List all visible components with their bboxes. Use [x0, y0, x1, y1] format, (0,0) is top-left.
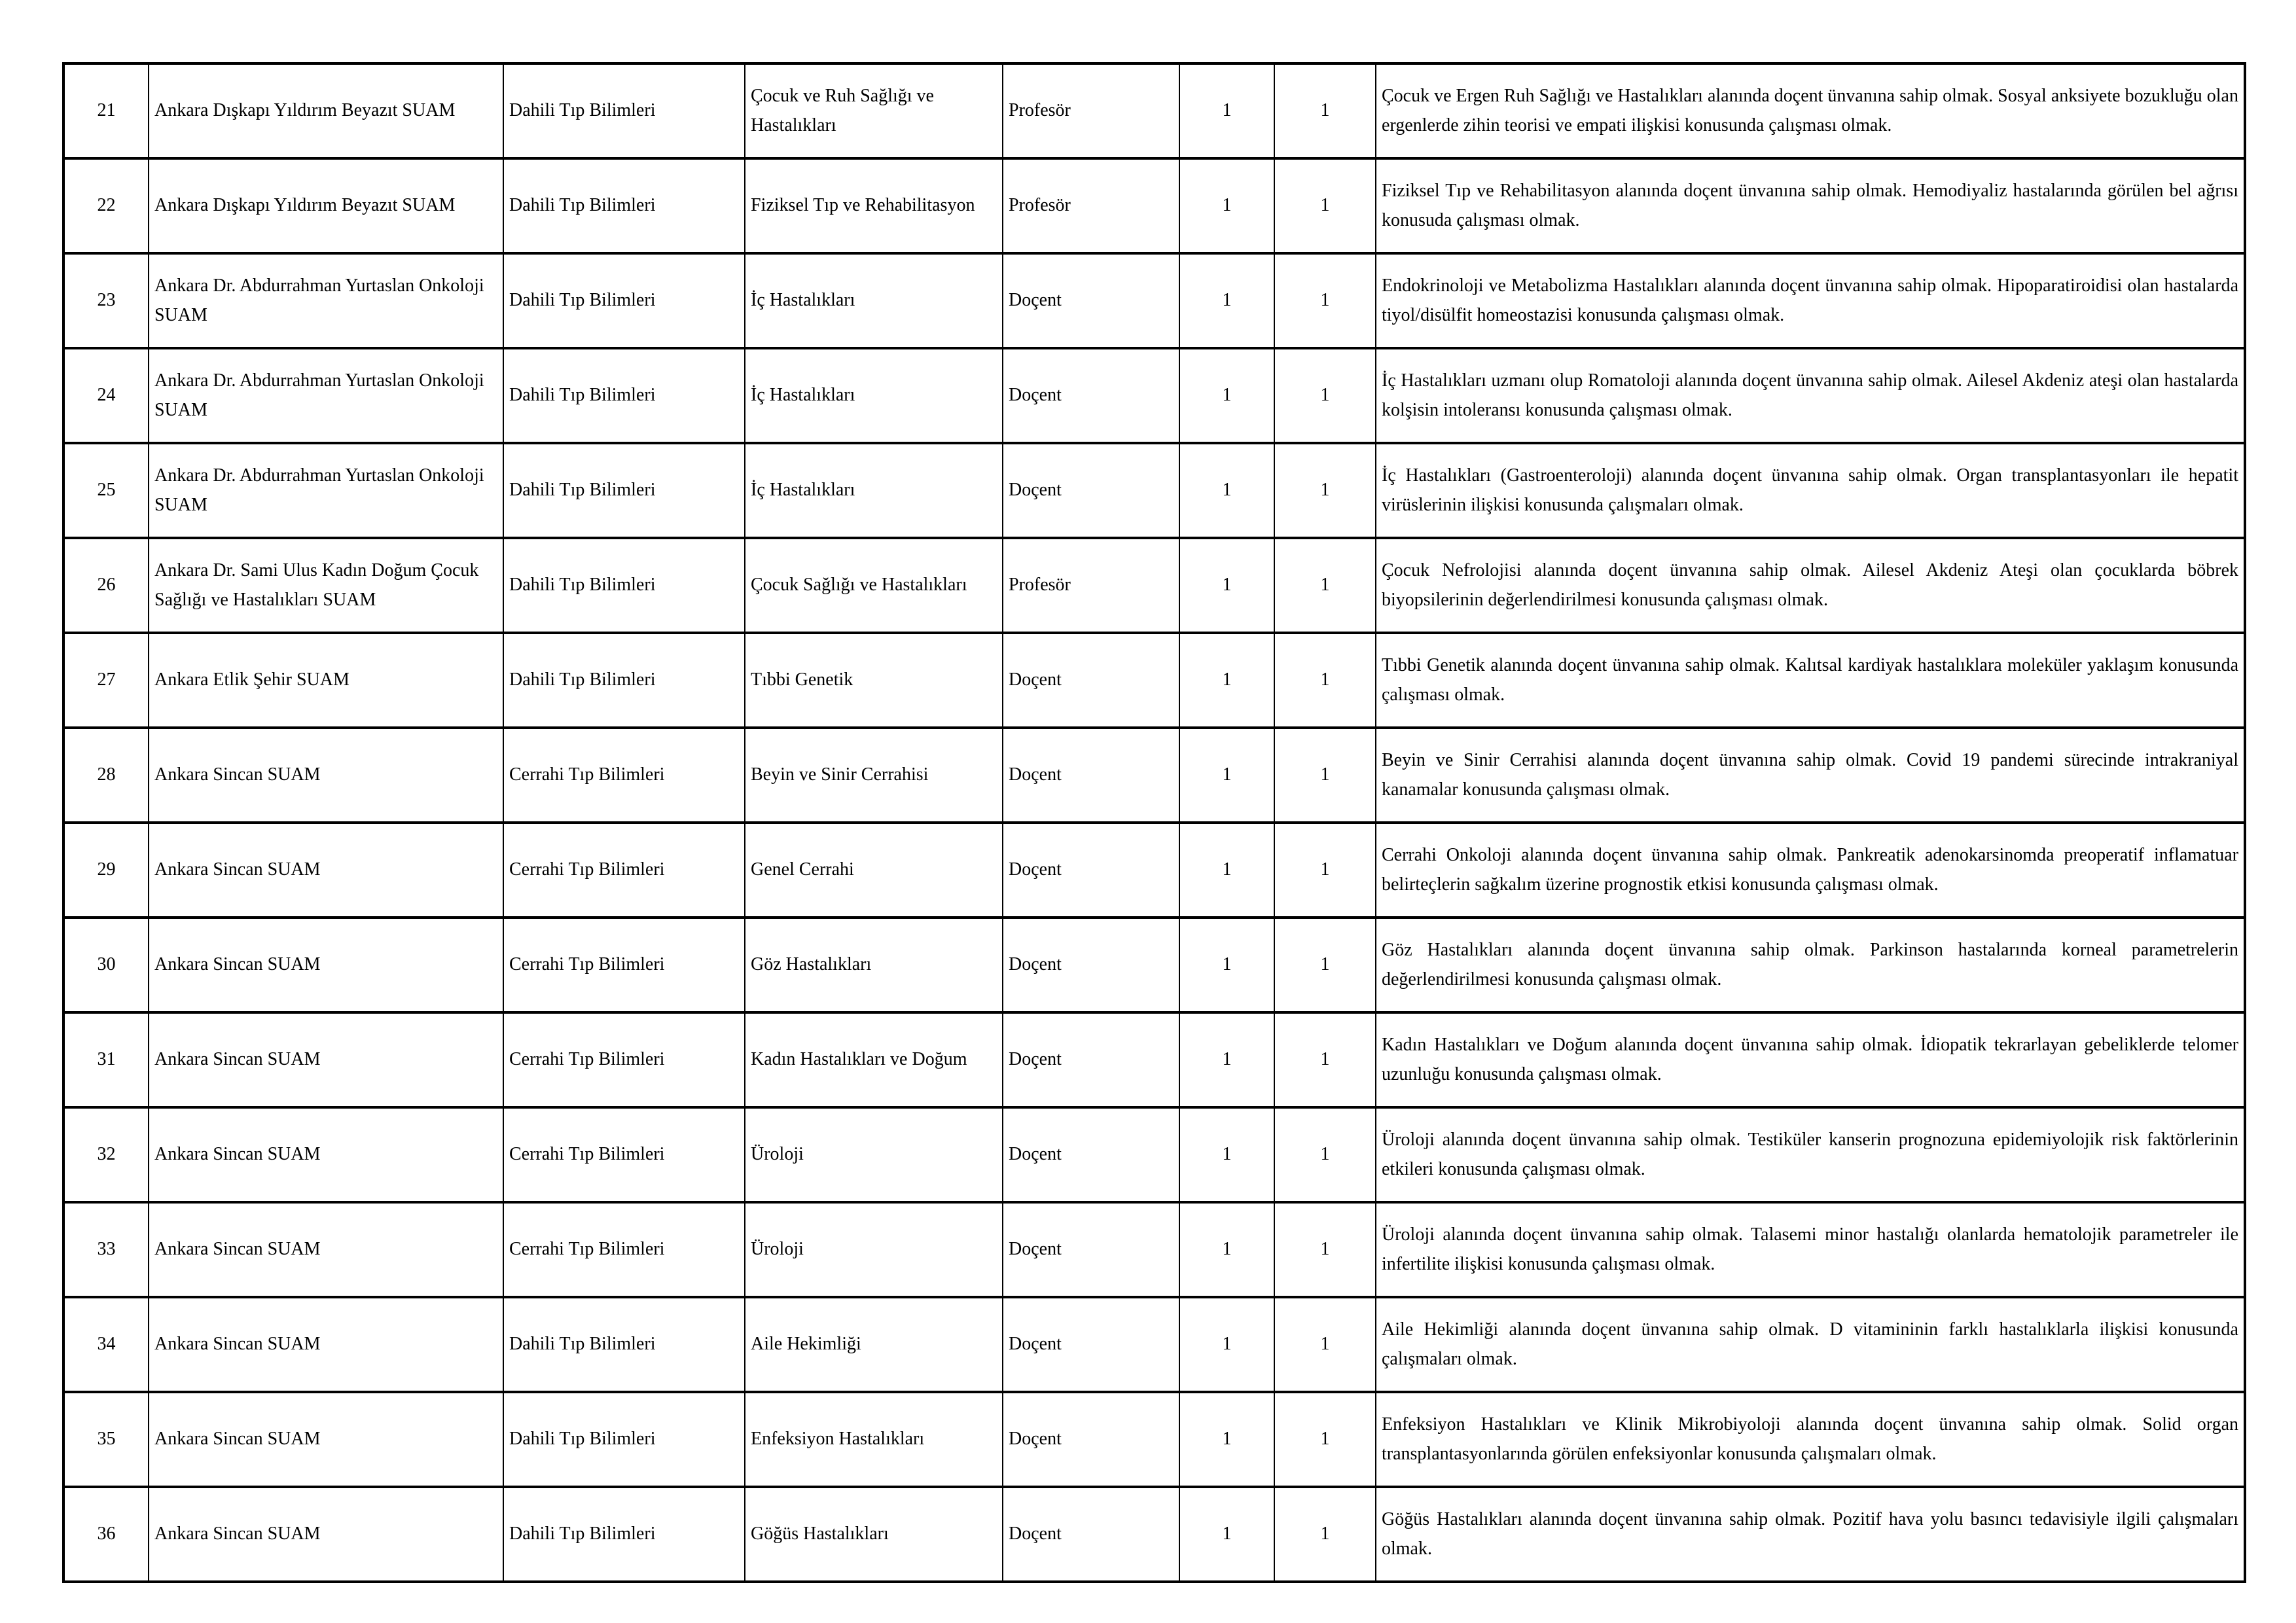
academic-title-cell: Doçent: [1003, 728, 1179, 823]
table-row: [63, 1012, 2245, 1107]
institution-cell: Ankara Sincan SUAM: [149, 1297, 503, 1392]
institution-cell: Ankara Sincan SUAM: [149, 1107, 503, 1202]
table-row: [63, 158, 2245, 253]
table-row: [63, 1487, 2245, 1582]
academic-title-cell: Doçent: [1003, 1487, 1179, 1582]
requirement-description-cell: Üroloji alanında doçent ünvanına sahip olmak. Testiküler kanserin prognozuna epidemiyolojik risk faktörlerinin etkileri konusunda çalışması olmak.: [1376, 1107, 2245, 1202]
institution-cell: Ankara Sincan SUAM: [149, 823, 503, 918]
specialty-cell: Aile Hekimliği: [745, 1297, 1003, 1392]
specialty-cell: İç Hastalıkları: [745, 443, 1003, 538]
announced-count-cell: 1: [1274, 1107, 1376, 1202]
institution-cell: Ankara Sincan SUAM: [149, 1202, 503, 1297]
row-number: 34: [63, 1297, 149, 1392]
academic-title-cell: Doçent: [1003, 443, 1179, 538]
row-number: 35: [63, 1392, 149, 1487]
requirement-description-cell: İç Hastalıkları uzmanı olup Romatoloji alanında doçent ünvanına sahip olmak. Ailesel Akdeniz ateşi olan hastalarda kolşisin intoleransı konusunda çalışması olmak.: [1376, 348, 2245, 443]
announced-count-cell: 1: [1274, 823, 1376, 918]
academic-title-cell: Doçent: [1003, 1202, 1179, 1297]
specialty-cell: İç Hastalıkları: [745, 348, 1003, 443]
table-body: [63, 63, 2245, 1582]
specialty-cell: Göğüs Hastalıkları: [745, 1487, 1003, 1582]
academic-title-cell: Doçent: [1003, 348, 1179, 443]
department-cell: Cerrahi Tıp Bilimleri: [503, 1107, 745, 1202]
academic-positions-table: [62, 62, 2246, 1583]
announced-count-cell: 1: [1274, 538, 1376, 633]
row-number: 25: [63, 443, 149, 538]
quota-count-cell: 1: [1179, 63, 1274, 158]
table-row: [63, 348, 2245, 443]
row-number: 26: [63, 538, 149, 633]
requirement-description-cell: Göğüs Hastalıkları alanında doçent ünvanına sahip olmak. Pozitif hava yolu basıncı tedavisiyle ilgili çalışmaları olmak.: [1376, 1487, 2245, 1582]
institution-cell: Ankara Dr. Abdurrahman Yurtaslan Onkoloji SUAM: [149, 443, 503, 538]
institution-cell: Ankara Sincan SUAM: [149, 1487, 503, 1582]
requirement-description-cell: İç Hastalıkları (Gastroenteroloji) alanında doçent ünvanına sahip olmak. Organ transplantasyonları ile hepatit virüslerinin ilişkisi konusunda çalışmaları olmak.: [1376, 443, 2245, 538]
institution-cell: Ankara Dr. Sami Ulus Kadın Doğum Çocuk Sağlığı ve Hastalıkları SUAM: [149, 538, 503, 633]
academic-title-cell: Doçent: [1003, 918, 1179, 1012]
department-cell: Dahili Tıp Bilimleri: [503, 538, 745, 633]
table-row: [63, 823, 2245, 918]
institution-cell: Ankara Dr. Abdurrahman Yurtaslan Onkoloji SUAM: [149, 253, 503, 348]
requirement-description-cell: Fiziksel Tıp ve Rehabilitasyon alanında doçent ünvanına sahip olmak. Hemodiyaliz hastalarında görülen bel ağrısı konusuda çalışması olmak.: [1376, 158, 2245, 253]
requirement-description-cell: Enfeksiyon Hastalıkları ve Klinik Mikrobiyoloji alanında doçent ünvanına sahip olmak. Solid organ transplantasyonlarında görülen enfeksiyonlar konusunda çalışmaları olmak.: [1376, 1392, 2245, 1487]
academic-title-cell: Doçent: [1003, 1297, 1179, 1392]
table-row: [63, 443, 2245, 538]
quota-count-cell: 1: [1179, 253, 1274, 348]
quota-count-cell: 1: [1179, 823, 1274, 918]
row-number: 23: [63, 253, 149, 348]
announced-count-cell: 1: [1274, 63, 1376, 158]
department-cell: Dahili Tıp Bilimleri: [503, 63, 745, 158]
specialty-cell: Göz Hastalıkları: [745, 918, 1003, 1012]
row-number: 29: [63, 823, 149, 918]
row-number: 36: [63, 1487, 149, 1582]
quota-count-cell: 1: [1179, 538, 1274, 633]
department-cell: Dahili Tıp Bilimleri: [503, 1487, 745, 1582]
department-cell: Dahili Tıp Bilimleri: [503, 158, 745, 253]
academic-title-cell: Doçent: [1003, 1392, 1179, 1487]
quota-count-cell: 1: [1179, 1107, 1274, 1202]
academic-title-cell: Doçent: [1003, 633, 1179, 728]
table-row: [63, 633, 2245, 728]
requirement-description-cell: Üroloji alanında doçent ünvanına sahip olmak. Talasemi minor hastalığı olanlarda hematolojik parametreler ile infertilite ilişkisi konusunda çalışması olmak.: [1376, 1202, 2245, 1297]
institution-cell: Ankara Dışkapı Yıldırım Beyazıt SUAM: [149, 63, 503, 158]
institution-cell: Ankara Dr. Abdurrahman Yurtaslan Onkoloji SUAM: [149, 348, 503, 443]
table-row: [63, 1392, 2245, 1487]
academic-title-cell: Profesör: [1003, 63, 1179, 158]
row-number: 22: [63, 158, 149, 253]
specialty-cell: Beyin ve Sinir Cerrahisi: [745, 728, 1003, 823]
quota-count-cell: 1: [1179, 1012, 1274, 1107]
row-number: 24: [63, 348, 149, 443]
specialty-cell: İç Hastalıkları: [745, 253, 1003, 348]
table-row: [63, 1297, 2245, 1392]
table-row: [63, 918, 2245, 1012]
row-number: 30: [63, 918, 149, 1012]
announced-count-cell: 1: [1274, 918, 1376, 1012]
quota-count-cell: 1: [1179, 728, 1274, 823]
institution-cell: Ankara Sincan SUAM: [149, 1012, 503, 1107]
department-cell: Cerrahi Tıp Bilimleri: [503, 1202, 745, 1297]
row-number: 21: [63, 63, 149, 158]
quota-count-cell: 1: [1179, 633, 1274, 728]
requirement-description-cell: Göz Hastalıkları alanında doçent ünvanına sahip olmak. Parkinson hastalarında korneal parametrelerin değerlendirilmesi konusunda çalışması olmak.: [1376, 918, 2245, 1012]
row-number: 33: [63, 1202, 149, 1297]
quota-count-cell: 1: [1179, 1297, 1274, 1392]
department-cell: Dahili Tıp Bilimleri: [503, 443, 745, 538]
table-row: [63, 728, 2245, 823]
department-cell: Dahili Tıp Bilimleri: [503, 1392, 745, 1487]
table-row: [63, 1107, 2245, 1202]
department-cell: Cerrahi Tıp Bilimleri: [503, 918, 745, 1012]
department-cell: Dahili Tıp Bilimleri: [503, 633, 745, 728]
row-number: 28: [63, 728, 149, 823]
requirement-description-cell: Kadın Hastalıkları ve Doğum alanında doçent ünvanına sahip olmak. İdiopatik tekrarlayan gebeliklerde telomer uzunluğu konusunda çalışması olmak.: [1376, 1012, 2245, 1107]
department-cell: Dahili Tıp Bilimleri: [503, 348, 745, 443]
requirement-description-cell: Çocuk Nefrolojisi alanında doçent ünvanına sahip olmak. Ailesel Akdeniz Ateşi olan çocuklarda böbrek biyopsilerinin değerlendirilmesi konusunda çalışması olmak.: [1376, 538, 2245, 633]
specialty-cell: Tıbbi Genetik: [745, 633, 1003, 728]
announced-count-cell: 1: [1274, 1012, 1376, 1107]
specialty-cell: Üroloji: [745, 1202, 1003, 1297]
specialty-cell: Genel Cerrahi: [745, 823, 1003, 918]
table-row: [63, 253, 2245, 348]
table-row: [63, 1202, 2245, 1297]
announced-count-cell: 1: [1274, 443, 1376, 538]
department-cell: Cerrahi Tıp Bilimleri: [503, 823, 745, 918]
requirement-description-cell: Cerrahi Onkoloji alanında doçent ünvanına sahip olmak. Pankreatik adenokarsinomda preoperatif inflamatuar belirteçlerin sağkalım üzerine prognostik etkisi konusunda çalışması olmak.: [1376, 823, 2245, 918]
academic-title-cell: Doçent: [1003, 1012, 1179, 1107]
announced-count-cell: 1: [1274, 1487, 1376, 1582]
department-cell: Cerrahi Tıp Bilimleri: [503, 1012, 745, 1107]
institution-cell: Ankara Sincan SUAM: [149, 1392, 503, 1487]
department-cell: Dahili Tıp Bilimleri: [503, 253, 745, 348]
requirement-description-cell: Tıbbi Genetik alanında doçent ünvanına sahip olmak. Kalıtsal kardiyak hastalıklara moleküler yaklaşım konusunda çalışması olmak.: [1376, 633, 2245, 728]
row-number: 31: [63, 1012, 149, 1107]
quota-count-cell: 1: [1179, 348, 1274, 443]
announced-count-cell: 1: [1274, 158, 1376, 253]
announced-count-cell: 1: [1274, 633, 1376, 728]
specialty-cell: Üroloji: [745, 1107, 1003, 1202]
quota-count-cell: 1: [1179, 443, 1274, 538]
academic-title-cell: Doçent: [1003, 823, 1179, 918]
quota-count-cell: 1: [1179, 1487, 1274, 1582]
institution-cell: Ankara Dışkapı Yıldırım Beyazıt SUAM: [149, 158, 503, 253]
requirement-description-cell: Endokrinoloji ve Metabolizma Hastalıkları alanında doçent ünvanına sahip olmak. Hipoparatiroidisi olan hastalarda tiyol/disülfit homeostazisi konusunda çalışması olmak.: [1376, 253, 2245, 348]
institution-cell: Ankara Etlik Şehir SUAM: [149, 633, 503, 728]
academic-title-cell: Doçent: [1003, 253, 1179, 348]
announced-count-cell: 1: [1274, 728, 1376, 823]
specialty-cell: Kadın Hastalıkları ve Doğum: [745, 1012, 1003, 1107]
quota-count-cell: 1: [1179, 1202, 1274, 1297]
specialty-cell: Enfeksiyon Hastalıkları: [745, 1392, 1003, 1487]
specialty-cell: Çocuk Sağlığı ve Hastalıkları: [745, 538, 1003, 633]
announced-count-cell: 1: [1274, 348, 1376, 443]
row-number: 32: [63, 1107, 149, 1202]
announced-count-cell: 1: [1274, 1297, 1376, 1392]
quota-count-cell: 1: [1179, 1392, 1274, 1487]
department-cell: Cerrahi Tıp Bilimleri: [503, 728, 745, 823]
quota-count-cell: 1: [1179, 158, 1274, 253]
table-row: [63, 538, 2245, 633]
institution-cell: Ankara Sincan SUAM: [149, 728, 503, 823]
announced-count-cell: 1: [1274, 1202, 1376, 1297]
announced-count-cell: 1: [1274, 253, 1376, 348]
quota-count-cell: 1: [1179, 918, 1274, 1012]
academic-title-cell: Doçent: [1003, 1107, 1179, 1202]
specialty-cell: Çocuk ve Ruh Sağlığı ve Hastalıkları: [745, 63, 1003, 158]
department-cell: Dahili Tıp Bilimleri: [503, 1297, 745, 1392]
requirement-description-cell: Aile Hekimliği alanında doçent ünvanına sahip olmak. D vitamininin farklı hastalıklarla ilişkisi konusunda çalışmaları olmak.: [1376, 1297, 2245, 1392]
academic-title-cell: Profesör: [1003, 538, 1179, 633]
institution-cell: Ankara Sincan SUAM: [149, 918, 503, 1012]
requirement-description-cell: Çocuk ve Ergen Ruh Sağlığı ve Hastalıkları alanında doçent ünvanına sahip olmak. Sosyal anksiyete bozukluğu olan ergenlerde zihin teorisi ve empati ilişkisi konusunda çalışması olmak.: [1376, 63, 2245, 158]
academic-title-cell: Profesör: [1003, 158, 1179, 253]
specialty-cell: Fiziksel Tıp ve Rehabilitasyon: [745, 158, 1003, 253]
row-number: 27: [63, 633, 149, 728]
requirement-description-cell: Beyin ve Sinir Cerrahisi alanında doçent ünvanına sahip olmak. Covid 19 pandemi sürecinde intrakraniyal kanamalar konusunda çalışması olmak.: [1376, 728, 2245, 823]
table-row: [63, 63, 2245, 158]
announced-count-cell: 1: [1274, 1392, 1376, 1487]
